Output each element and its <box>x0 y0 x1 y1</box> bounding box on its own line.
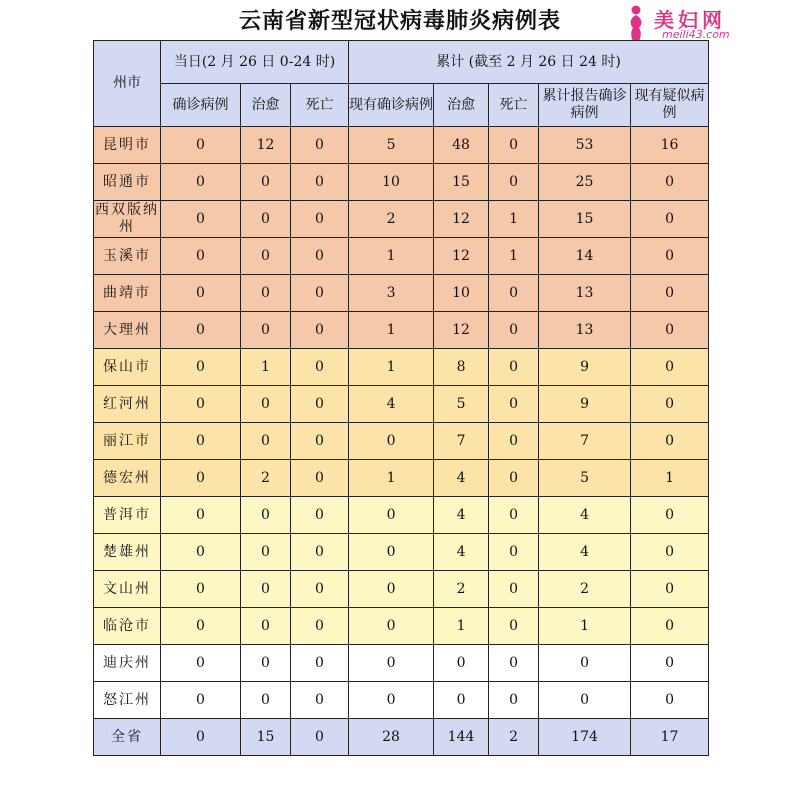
cell-cum-deaths: 0 <box>489 645 539 682</box>
city-name-cell: 文山州 <box>94 571 161 608</box>
cell-cum-confirmed: 0 <box>539 645 631 682</box>
table-row <box>94 349 709 386</box>
table-row <box>94 497 709 534</box>
cell-current-confirmed: 4 <box>349 386 434 423</box>
cell-cum-cured: 12 <box>434 312 489 349</box>
cell-cum-cured: 12 <box>434 238 489 275</box>
col-cum-cured: 治愈 <box>434 84 489 127</box>
city-name-cell: 楚雄州 <box>94 534 161 571</box>
cell-today-cured: 0 <box>241 682 291 719</box>
cell-cum-cured: 10 <box>434 275 489 312</box>
logo-url: meili43.com <box>662 28 730 41</box>
cell-cum-confirmed: 1 <box>539 608 631 645</box>
cell-today-confirmed: 0 <box>161 349 241 386</box>
cell-current-confirmed: 1 <box>349 460 434 497</box>
cell-cum-confirmed: 25 <box>539 164 631 201</box>
cell-today-confirmed: 0 <box>161 312 241 349</box>
table-row <box>94 571 709 608</box>
city-name-cell: 普洱市 <box>94 497 161 534</box>
cell-current-suspected: 0 <box>631 608 709 645</box>
cell-current-confirmed: 0 <box>349 497 434 534</box>
cell-today-confirmed: 0 <box>161 386 241 423</box>
cell-cum-deaths: 1 <box>489 238 539 275</box>
cell-cum-deaths: 0 <box>489 682 539 719</box>
cell-current-suspected: 0 <box>631 571 709 608</box>
cell-current-suspected: 0 <box>631 645 709 682</box>
cell-current-confirmed: 1 <box>349 238 434 275</box>
cell-today-deaths: 0 <box>291 238 349 275</box>
city-name-cell: 西双版纳州 <box>94 201 161 238</box>
cell-current-confirmed: 0 <box>349 571 434 608</box>
cell-cum-cured: 4 <box>434 534 489 571</box>
total-cum-confirmed: 174 <box>539 719 631 756</box>
cell-current-suspected: 0 <box>631 238 709 275</box>
cell-today-confirmed: 0 <box>161 238 241 275</box>
city-name-cell: 玉溪市 <box>94 238 161 275</box>
cell-today-confirmed: 0 <box>161 571 241 608</box>
cell-today-confirmed: 0 <box>161 201 241 238</box>
cell-cum-confirmed: 4 <box>539 497 631 534</box>
city-name-cell: 昆明市 <box>94 127 161 164</box>
cell-today-cured: 0 <box>241 275 291 312</box>
cell-cum-confirmed: 4 <box>539 534 631 571</box>
cell-today-deaths: 0 <box>291 349 349 386</box>
cell-current-suspected: 0 <box>631 682 709 719</box>
cell-current-confirmed: 5 <box>349 127 434 164</box>
total-label-cell: 全省 <box>94 719 161 756</box>
cell-today-deaths: 0 <box>291 645 349 682</box>
city-name-cell: 德宏州 <box>94 460 161 497</box>
cell-today-confirmed: 0 <box>161 497 241 534</box>
table-row <box>94 164 709 201</box>
cell-current-confirmed: 2 <box>349 201 434 238</box>
table-row <box>94 127 709 164</box>
logo-name: 美妇网 <box>654 8 726 32</box>
cell-today-deaths: 0 <box>291 571 349 608</box>
cell-current-confirmed: 0 <box>349 608 434 645</box>
table-row <box>94 312 709 349</box>
cell-cum-deaths: 0 <box>489 423 539 460</box>
cell-current-confirmed: 0 <box>349 423 434 460</box>
cell-current-suspected: 0 <box>631 497 709 534</box>
cell-cum-deaths: 0 <box>489 608 539 645</box>
cell-today-confirmed: 0 <box>161 164 241 201</box>
cell-today-deaths: 0 <box>291 164 349 201</box>
cell-current-suspected: 0 <box>631 423 709 460</box>
cell-today-confirmed: 0 <box>161 645 241 682</box>
cell-today-cured: 0 <box>241 534 291 571</box>
cell-cum-confirmed: 5 <box>539 460 631 497</box>
city-name-cell: 大理州 <box>94 312 161 349</box>
cell-cum-deaths: 0 <box>489 312 539 349</box>
cell-current-suspected: 0 <box>631 201 709 238</box>
table-row <box>94 386 709 423</box>
cell-current-confirmed: 1 <box>349 312 434 349</box>
city-name-cell: 红河州 <box>94 386 161 423</box>
col-current-suspected: 现有疑似病例 <box>631 84 709 127</box>
total-today-cured: 15 <box>241 719 291 756</box>
cell-cum-confirmed: 14 <box>539 238 631 275</box>
cell-today-cured: 0 <box>241 423 291 460</box>
cell-current-suspected: 0 <box>631 164 709 201</box>
city-column-header: 州市 <box>94 41 161 127</box>
cell-current-confirmed: 0 <box>349 534 434 571</box>
cell-cum-confirmed: 9 <box>539 349 631 386</box>
cell-cum-deaths: 0 <box>489 275 539 312</box>
cell-today-deaths: 0 <box>291 534 349 571</box>
cell-current-suspected: 1 <box>631 460 709 497</box>
city-name-cell: 迪庆州 <box>94 645 161 682</box>
cell-today-confirmed: 0 <box>161 423 241 460</box>
cell-today-deaths: 0 <box>291 275 349 312</box>
cell-current-suspected: 0 <box>631 275 709 312</box>
cell-cum-cured: 1 <box>434 608 489 645</box>
cell-today-cured: 2 <box>241 460 291 497</box>
today-group-header: 当日(2 月 26 日 0-24 时) <box>161 41 349 84</box>
cell-cum-deaths: 0 <box>489 571 539 608</box>
cell-today-cured: 0 <box>241 164 291 201</box>
cell-today-confirmed: 0 <box>161 682 241 719</box>
col-today-confirmed: 确诊病例 <box>161 84 241 127</box>
cell-today-cured: 1 <box>241 349 291 386</box>
cell-today-deaths: 0 <box>291 423 349 460</box>
cell-today-cured: 0 <box>241 238 291 275</box>
cell-current-confirmed: 0 <box>349 645 434 682</box>
cell-current-confirmed: 3 <box>349 275 434 312</box>
cell-today-cured: 0 <box>241 201 291 238</box>
cell-today-confirmed: 0 <box>161 275 241 312</box>
cell-cum-deaths: 0 <box>489 386 539 423</box>
cell-current-confirmed: 1 <box>349 349 434 386</box>
table-row <box>94 682 709 719</box>
cell-cum-deaths: 1 <box>489 201 539 238</box>
table-row <box>94 645 709 682</box>
cell-cum-deaths: 0 <box>489 497 539 534</box>
cell-today-cured: 0 <box>241 497 291 534</box>
cell-current-suspected: 0 <box>631 349 709 386</box>
table-row <box>94 608 709 645</box>
cell-cum-cured: 0 <box>434 645 489 682</box>
cell-today-cured: 0 <box>241 571 291 608</box>
total-row <box>94 719 709 756</box>
cell-today-deaths: 0 <box>291 127 349 164</box>
city-name-cell: 怒江州 <box>94 682 161 719</box>
cell-cum-deaths: 0 <box>489 164 539 201</box>
city-name-cell: 保山市 <box>94 349 161 386</box>
cell-cum-confirmed: 9 <box>539 386 631 423</box>
table-row <box>94 460 709 497</box>
cell-current-suspected: 0 <box>631 386 709 423</box>
total-today-deaths: 0 <box>291 719 349 756</box>
cell-cum-deaths: 0 <box>489 127 539 164</box>
cell-cum-cured: 15 <box>434 164 489 201</box>
cell-current-confirmed: 10 <box>349 164 434 201</box>
cell-today-cured: 0 <box>241 645 291 682</box>
cell-today-confirmed: 0 <box>161 534 241 571</box>
cell-current-suspected: 16 <box>631 127 709 164</box>
cell-cum-confirmed: 0 <box>539 682 631 719</box>
cell-today-deaths: 0 <box>291 460 349 497</box>
total-current-suspected: 17 <box>631 719 709 756</box>
cell-today-cured: 12 <box>241 127 291 164</box>
col-today-deaths: 死亡 <box>291 84 349 127</box>
cell-today-deaths: 0 <box>291 608 349 645</box>
cell-today-confirmed: 0 <box>161 608 241 645</box>
cell-cum-deaths: 0 <box>489 534 539 571</box>
cell-today-confirmed: 0 <box>161 460 241 497</box>
col-cum-deaths: 死亡 <box>489 84 539 127</box>
cell-current-suspected: 0 <box>631 534 709 571</box>
cell-cum-confirmed: 2 <box>539 571 631 608</box>
cell-current-suspected: 0 <box>631 312 709 349</box>
city-name-cell: 丽江市 <box>94 423 161 460</box>
cell-cum-deaths: 0 <box>489 349 539 386</box>
table-row <box>94 534 709 571</box>
cell-cum-cured: 5 <box>434 386 489 423</box>
city-name-cell: 曲靖市 <box>94 275 161 312</box>
cell-cum-cured: 4 <box>434 460 489 497</box>
cell-cum-cured: 4 <box>434 497 489 534</box>
cell-cum-cured: 0 <box>434 682 489 719</box>
woman-silhouette-icon <box>622 4 650 44</box>
cell-today-cured: 0 <box>241 386 291 423</box>
cell-cum-deaths: 0 <box>489 460 539 497</box>
header-row-groups <box>94 41 709 84</box>
total-current-confirmed: 28 <box>349 719 434 756</box>
cell-cum-confirmed: 13 <box>539 312 631 349</box>
cell-current-confirmed: 0 <box>349 682 434 719</box>
total-today-confirmed: 0 <box>161 719 241 756</box>
cell-today-cured: 0 <box>241 608 291 645</box>
cell-today-deaths: 0 <box>291 312 349 349</box>
total-cum-cured: 144 <box>434 719 489 756</box>
cell-cum-confirmed: 53 <box>539 127 631 164</box>
cell-cum-confirmed: 7 <box>539 423 631 460</box>
city-name-cell: 昭通市 <box>94 164 161 201</box>
cell-cum-cured: 48 <box>434 127 489 164</box>
cell-today-deaths: 0 <box>291 201 349 238</box>
cumulative-group-header: 累计 (截至 2 月 26 日 24 时) <box>349 41 709 84</box>
cell-cum-cured: 8 <box>434 349 489 386</box>
cell-cum-cured: 12 <box>434 201 489 238</box>
cell-today-cured: 0 <box>241 312 291 349</box>
col-today-cured: 治愈 <box>241 84 291 127</box>
table-row <box>94 423 709 460</box>
site-logo <box>622 4 772 44</box>
cell-today-deaths: 0 <box>291 682 349 719</box>
table-row <box>94 201 709 238</box>
city-name-cell: 临沧市 <box>94 608 161 645</box>
cell-cum-confirmed: 15 <box>539 201 631 238</box>
cell-today-deaths: 0 <box>291 386 349 423</box>
cell-cum-confirmed: 13 <box>539 275 631 312</box>
total-cum-deaths: 2 <box>489 719 539 756</box>
col-current-confirmed: 现有确诊病例 <box>349 84 434 127</box>
table-row <box>94 275 709 312</box>
table-row <box>94 238 709 275</box>
cell-cum-cured: 7 <box>434 423 489 460</box>
header-row-columns <box>94 84 709 127</box>
cell-today-confirmed: 0 <box>161 127 241 164</box>
cell-cum-cured: 2 <box>434 571 489 608</box>
cell-today-deaths: 0 <box>291 497 349 534</box>
page-title: 云南省新型冠状病毒肺炎病例表 <box>238 8 561 34</box>
case-table <box>93 40 709 756</box>
col-cum-confirmed: 累计报告确诊病例 <box>539 84 631 127</box>
